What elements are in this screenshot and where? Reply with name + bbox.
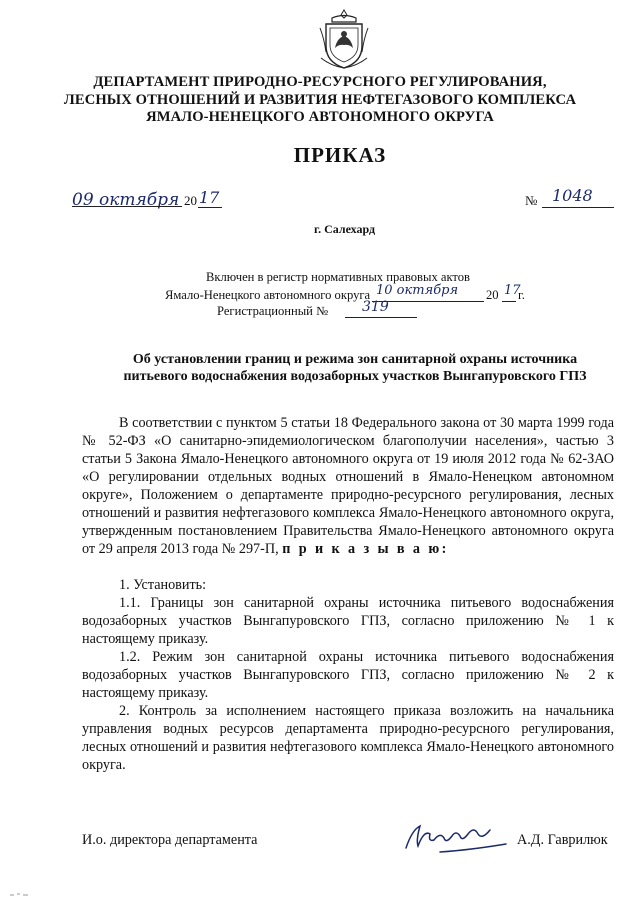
city: г. Салехард	[314, 222, 376, 236]
department-line-3: ЯМАЛО-НЕНЕЦКОГО АВТОНОМНОГО ОКРУГА	[146, 109, 494, 125]
signatory-position: И.о. директора департамента	[82, 832, 258, 848]
registry-year-underline	[502, 301, 516, 302]
department-line-2: ЛЕСНЫХ ОТНОШЕНИЙ И РАЗВИТИЯ НЕФТЕГАЗОВОГО КОМПЛЕКСА	[63, 91, 577, 108]
number-underline	[542, 207, 614, 208]
number-sign: №	[525, 193, 538, 208]
item-1-2: 1.2. Режим зон санитарной охраны источника питьевого водоснабжения водозаборных участков Вынгапуровского ГПЗ, согласно приложению № 2 к настоящему приказу.	[82, 649, 614, 701]
subject-line-2: питьевого водоснабжения водозаборных участков Вынгапуровского ГПЗ	[123, 369, 587, 384]
registry-line-2: Ямало-Ненецкого автономного округа	[165, 288, 371, 302]
order-number-handwritten: 1048	[552, 186, 593, 205]
year-underline	[198, 207, 222, 208]
registry-year-prefix: 20	[486, 288, 499, 302]
year-handwritten: 17	[199, 188, 220, 207]
subject-line-1: Об установлении границ и режима зон санитарной охраны источника	[132, 352, 578, 367]
department-line-1: ДЕПАРТАМЕНТ ПРИРОДНО-РЕСУРСНОГО РЕГУЛИРОВАНИЯ,	[93, 74, 547, 90]
item-1-1: 1.1. Границы зон санитарной охраны источника питьевого водоснабжения водозаборных участков Вынгапуровского ГПЗ, согласно приложению № 1 к настоящему приказу.	[82, 595, 614, 647]
order-body	[82, 414, 614, 774]
order-subject	[60, 351, 640, 385]
registry-number-underline	[345, 317, 417, 318]
date-underline	[72, 206, 182, 207]
handwritten-signature-icon	[400, 818, 510, 860]
item-1: 1. Установить:	[119, 577, 207, 593]
preamble-text: В соответствии с пунктом 5 статьи 18 Федерального закона от 30 марта 1999 года № 52-ФЗ «О санитарно-эпидемиологическом благополучии населения», частью 3 статьи 5 Закона Ямало-Ненецкого автономного округа от 19 июля 2012 года № 62-ЗАО «О регулировании отдельных водных отношений в Ямало-Ненецком автономном округе», Положением о департаменте природно-ресурсного регулирования, лесных отношений и развития нефтегазового комплекса Ямало-Ненецкого автономного округа, утвержденным постановлением Правительства Ямало-Ненецкого автономного округа от 29 апреля 2013 года № 297-П,	[82, 415, 614, 557]
order-date-handwritten: 09 октября	[72, 190, 180, 210]
document-type: ПРИКАЗ	[293, 143, 387, 167]
registry-number-handwritten: 319	[362, 299, 389, 315]
registry-number-label: Регистрационный №	[217, 304, 329, 318]
registry-line-1: Включен в регистр нормативных правовых актов	[206, 270, 471, 284]
department-header	[40, 74, 600, 127]
order-word: п р и к а з ы в а ю:	[282, 541, 449, 557]
registry-year-handwritten: 17	[504, 283, 521, 298]
registry-year-suffix: г.	[518, 288, 525, 302]
year-prefix: 20	[184, 193, 197, 208]
item-2: 2. Контроль за исполнением настоящего приказа возложить на начальника управления водных ресурсов департамента природно-ресурсного регулирования, лесных отношений и развития нефтегазового комплекса Ямало-Ненецкого автономного округа.	[82, 703, 614, 773]
registry-date-handwritten: 10 октября	[376, 283, 459, 298]
signatory-name: А.Д. Гаврилюк	[517, 832, 608, 848]
coat-of-arms-icon	[318, 8, 370, 70]
preamble-paragraph	[82, 414, 614, 558]
scan-artifact-mark	[8, 890, 38, 898]
